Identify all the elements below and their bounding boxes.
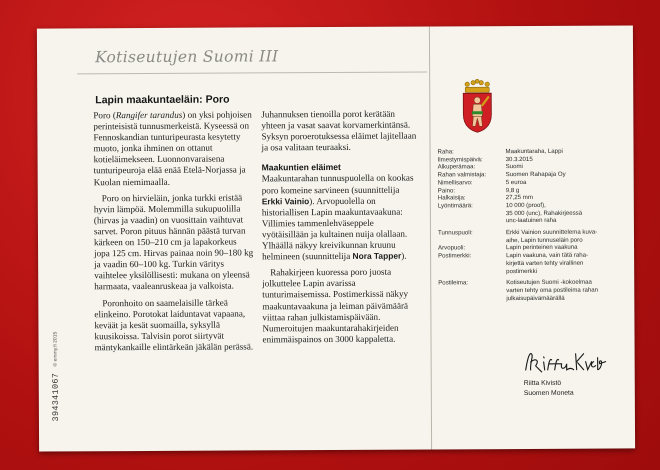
detail-row: Halkaisija: 27,25 mm <box>437 194 533 202</box>
detail-row: Lyöntimäärä: 10 000 (proof), 35 000 (unc), Rahakirjeessä unc-laatuinen raha <box>437 201 583 225</box>
signer-name: Riitta Kivistö <box>523 379 562 388</box>
detail-row: Postimerkki: Lapin vaakuna, vain tätä raha- kirjettä varten tehty virallinen postimerkki <box>438 251 589 275</box>
detail-row: Rahan valmistaja: Suomen Rahapaja Oy <box>437 170 566 179</box>
article-column-2 <box>261 109 422 351</box>
header-divider <box>77 72 427 75</box>
detail-row: Postileima: Kotiseutujen Suomi -kokoelmaa varten tehty oma postileima rahan julkaisupäivämäärällä <box>438 278 599 302</box>
article-title: Lapin maakuntaeläin: Poro <box>95 93 230 107</box>
section-heading: Maakuntien eläimet <box>261 162 341 173</box>
detail-row: Ilmestymispäivä: 30.3.2015 <box>437 155 533 164</box>
detail-row: Nimellisarvo: 5 euroa <box>437 178 527 187</box>
detail-row: Alkuperämaa: Suomi <box>437 163 523 171</box>
paragraph: Poronhoito on saamelaisille tärkeä elinkeino. Porotokat laiduntavat vapaana, keväät ja kesät suomailla, syksyllä kuusikoissa. Talvisin porot siirtyvät mäntykankaille elintärkeän jäkälän perässä. <box>94 297 254 353</box>
paragraph: Maakuntarahan tunnuspuolella on kookas poro komeine sarvineen (suunnittelija Erkki Vainio). Arvopuolella on historiallisen Lapin maakuntavaakuna: Villimies tammenlehväseppele vyötäisillään ja kultainen nuija olallaan. Ylhäällä näkyy kreivikunnan kruunu helmineen (suunnittelija Nora Tapper). <box>261 173 414 262</box>
copyright-note: © emmy.fi 2015 <box>52 331 59 367</box>
coin-details <box>438 147 633 302</box>
details-panel <box>429 25 635 449</box>
detail-row: Paino: 9,8 g <box>437 186 520 194</box>
detail-row: Raha: Maakuntaraha, Lappi <box>437 147 563 156</box>
serial-number: 394341067 <box>50 372 61 422</box>
info-card <box>37 25 635 451</box>
article-column-1 <box>93 109 254 358</box>
article-panel <box>37 27 427 452</box>
lapland-coat-of-arms-icon <box>460 78 494 134</box>
paragraph: Rahakirjeen kuoressa poro juosta jolkuttelee Lapin avarissa tunturimaisemissa. Postimerkissä näkyy maakuntavaakuna ja leiman päivämäärä viittaa rahan julkistamispäivään. Numeroitujen maakuntarahakirjeiden enimmäispainos on 3000 kappaletta. <box>262 266 409 345</box>
detail-row: Arvopuoli: Lapin perinteinen vaakuna <box>438 244 578 252</box>
paragraph: Poro on hirvieläin, jonka turkki eristää hyvin lämpöä. Molemmilla sukupuolilla (hirvas ja vaadin) on vuosittain vaihtuvat sarvet. Poron pituus hännän päästä turvan kärkeen on 150–210 cm ja lapakorkeus jopa 125 cm. Hirvas painaa noin 90–180 kg ja vaadin 60–100 kg. Turkin väritys vaihtelee yksilöllisesti: mukana on yleensä harmaata, vaaleanruskeaa ja valkoista. <box>93 192 254 292</box>
signer-organization: Suomen Moneta <box>523 389 574 398</box>
paragraph: Juhannuksen tienoilla porot kerätään yhteen ja vasat saavat korvamerkintänsä. Syksyn poroerotuksessa eläimet lajitellaan ja osa valitaan teuraaksi. <box>261 108 417 153</box>
paragraph: Poro (Rangifer tarandus) on yksi pohjoisen perinteisistä tunnusmerkeistä. Kyseessä on Fennoskandian tunturipeurasta kesytetty muoto, jonka ihminen on ottanut kotieläimekseen. Luonnonvaraisena tunturipeuroja elää enää Etelä-Norjassa ja Kuolan niemimaalla. <box>93 109 252 187</box>
detail-row: Tunnuspuoli: Erkki Vainion suunnittelema kuva- aihe, Lapin tunnuseläin poro <box>437 228 598 244</box>
series-title: Kotiseutujen Suomi III <box>95 47 279 67</box>
signature <box>522 348 610 376</box>
